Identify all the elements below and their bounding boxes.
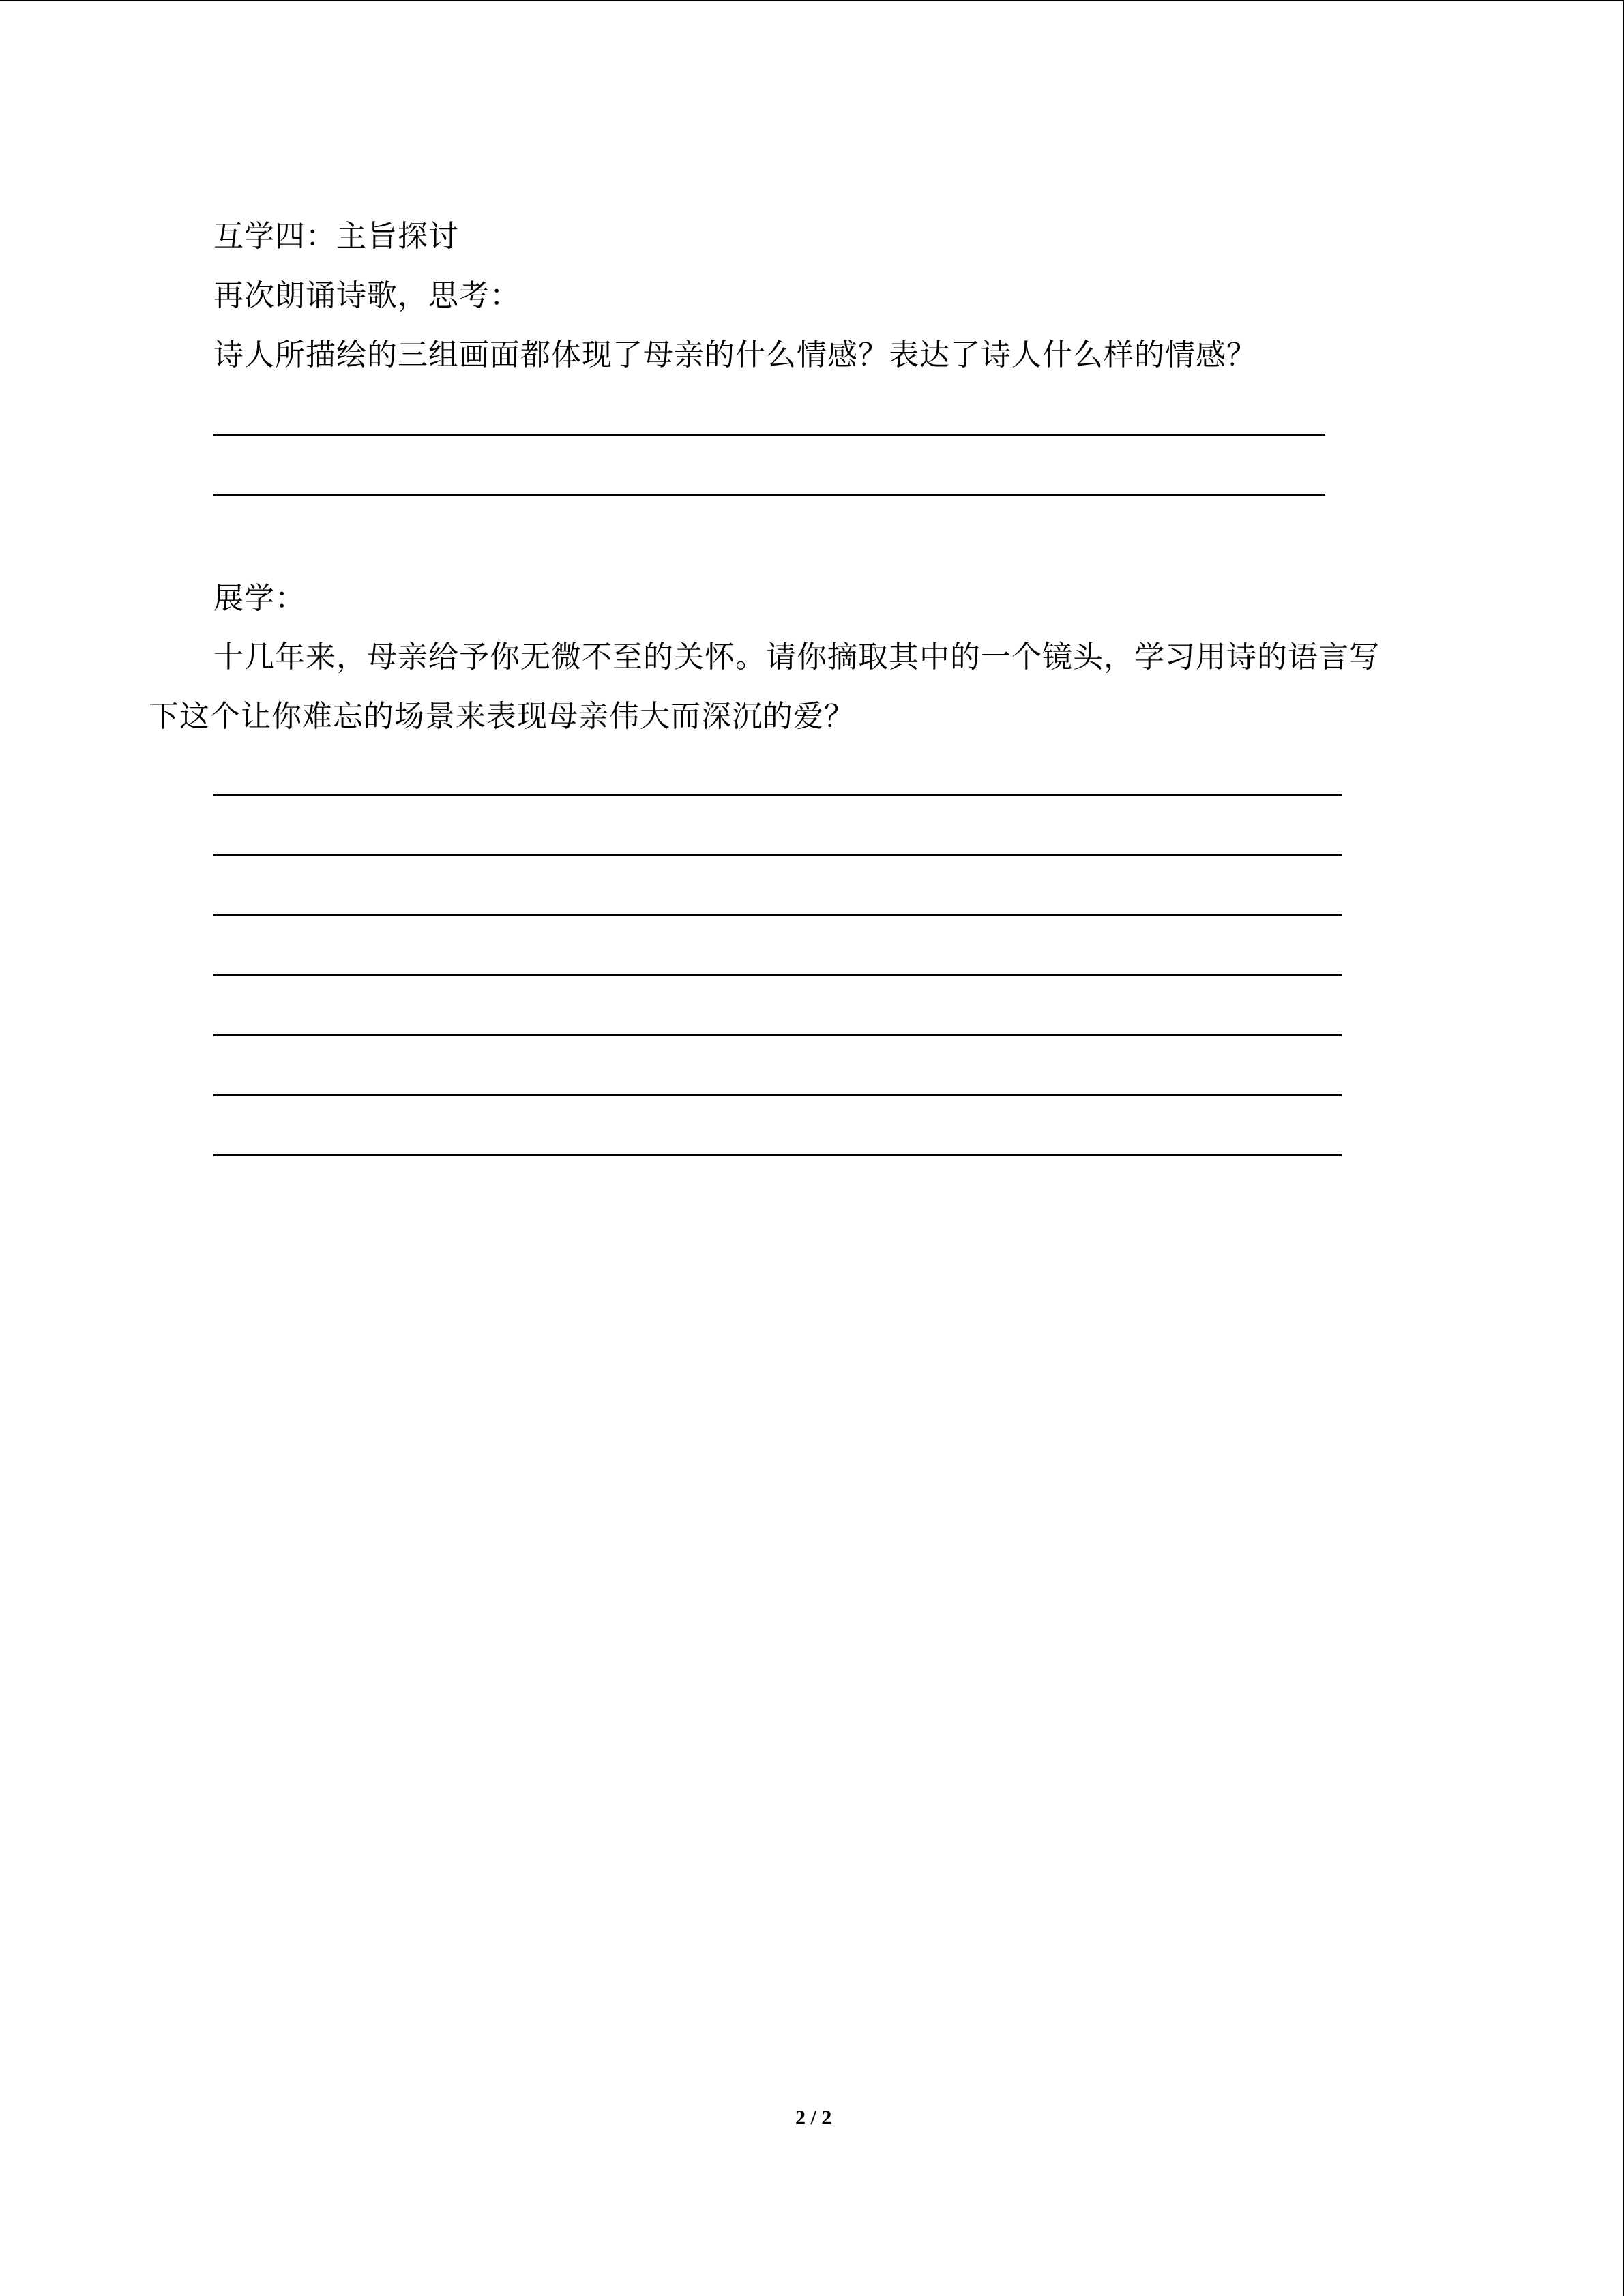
answer-line[interactable] bbox=[213, 494, 1325, 496]
section4-heading: 互学四：主旨探讨 bbox=[213, 219, 459, 254]
section4-question: 诗人所描绘的三组画面都体现了母亲的什么情感？表达了诗人什么样的情感？ bbox=[213, 338, 1257, 372]
zhanxue-prompt-line-2: 下这个让你难忘的场景来表现母亲伟大而深沉的爱？ bbox=[149, 699, 855, 734]
zhanxue-prompt-line-1: 十几年来，母亲给予你无微不至的关怀。请你摘取其中的一个镜头，学习用诗的语言写 bbox=[213, 640, 1380, 674]
writing-line[interactable] bbox=[213, 1154, 1342, 1156]
answer-line[interactable] bbox=[213, 434, 1325, 436]
writing-line[interactable] bbox=[213, 794, 1342, 796]
zhanxue-heading: 展学： bbox=[213, 581, 306, 616]
writing-line[interactable] bbox=[213, 1094, 1342, 1096]
page-number: 2 / 2 bbox=[795, 2106, 832, 2129]
writing-line[interactable] bbox=[213, 854, 1342, 856]
writing-line[interactable] bbox=[213, 1034, 1342, 1036]
section4-instruction: 再次朗诵诗歌，思考： bbox=[213, 278, 520, 313]
writing-line[interactable] bbox=[213, 914, 1342, 916]
writing-line[interactable] bbox=[213, 974, 1342, 976]
